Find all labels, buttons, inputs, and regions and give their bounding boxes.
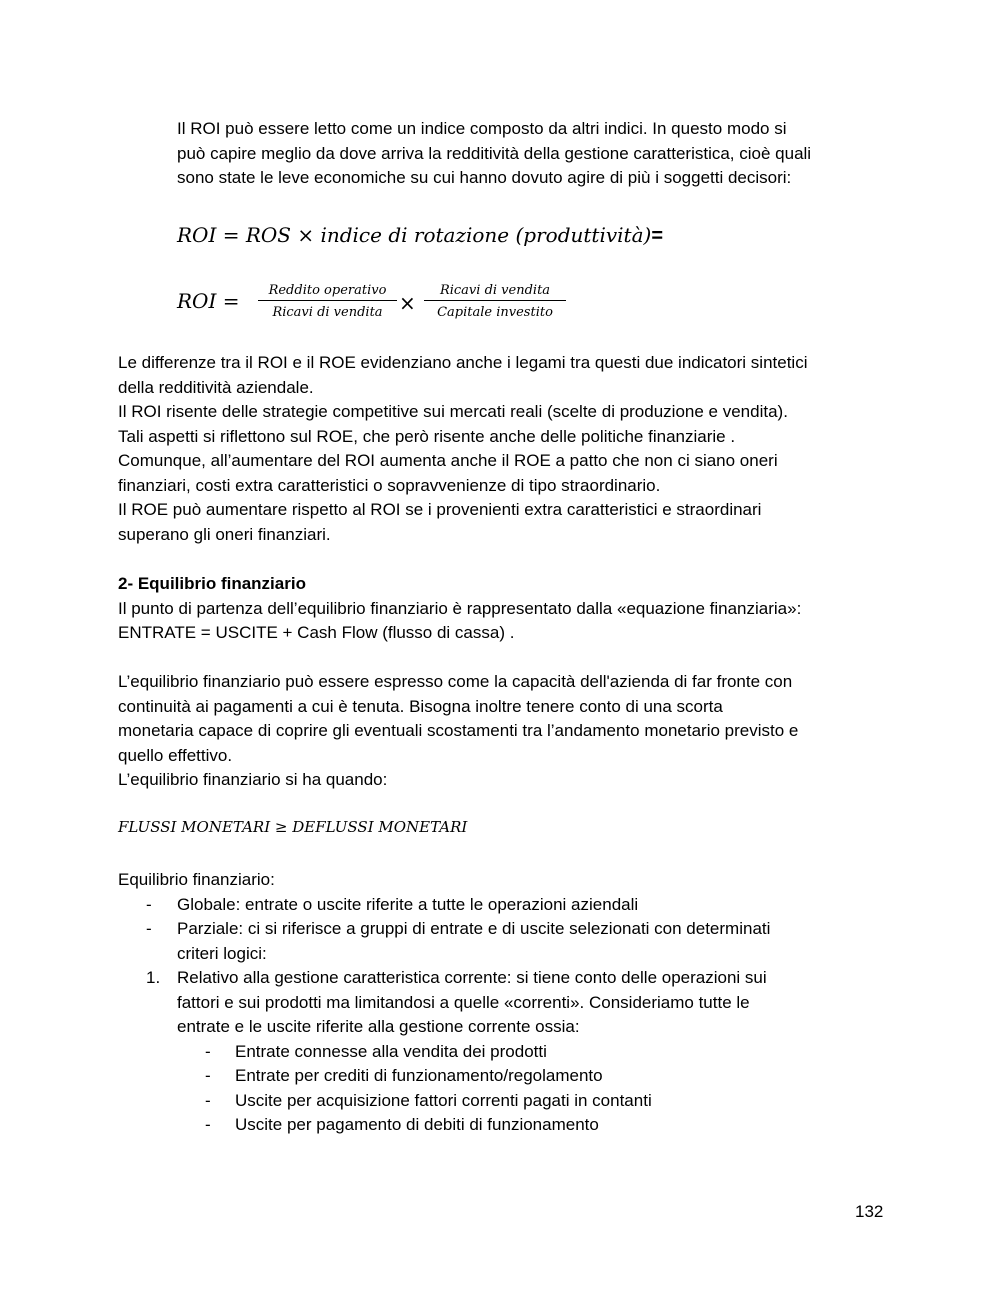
equilibrium-paragraph [118, 670, 878, 793]
fraction-2-numerator: Ricavi di vendita [424, 283, 566, 301]
list-item-text: Globale: entrate o uscite riferite a tutte le operazioni aziendali [177, 894, 639, 914]
list-marker: - [205, 1115, 211, 1134]
page-number: 132 [855, 1202, 884, 1221]
list-marker: 1. [146, 968, 161, 987]
text-line: Il ROI può essere letto come un indice composto da altri indici. In questo modo si [177, 119, 787, 138]
sub-list-item-text: Entrate connesse alla vendita dei prodotti [235, 1041, 547, 1061]
list-title: Equilibrio finanziario: [118, 870, 275, 889]
sub-list-item [118, 1040, 878, 1065]
sub-list-item-text: Uscite per pagamento di debiti di funzionamento [235, 1115, 599, 1134]
text-line: L’equilibrio finanziario si ha quando: [118, 770, 388, 789]
fraction-2 [424, 283, 566, 320]
sub-list-item [118, 1064, 878, 1089]
list-marker: - [205, 1066, 211, 1085]
sub-list-item [118, 1113, 878, 1138]
text-line: Il ROE può aumentare rispetto al ROI se i provenienti extra caratteristici e straordinari [118, 500, 762, 519]
flussi-formula: FLUSSI MONETARI ≥ DEFLUSSI MONETARI [118, 818, 468, 836]
fraction-2-denominator: Capitale investito [437, 305, 553, 320]
text-line: Comunque, all’aumentare del ROI aumenta anche il ROE a patto che non ci siano oneri [118, 451, 778, 470]
list-item-text: criteri logici: [177, 943, 267, 963]
text-line: monetaria capace di coprire gli eventuali scostamenti tra l’andamento monetario previsto e [118, 721, 799, 740]
text-line: Tali aspetti si riflettono sul ROE, che però risente anche delle politiche finanziarie . [118, 426, 736, 446]
roi-formula-1 [177, 223, 663, 248]
text-line: Il ROI risente delle strategie competitive sui mercati reali (scelte di produzione e vendita). [118, 402, 788, 421]
sub-list-item [118, 1089, 878, 1114]
list-marker: - [205, 1090, 211, 1110]
text-line: finanziari, costi extra caratteristici o sopravvenienze di tipo straordinario. [118, 475, 661, 495]
list-item-text: fattori e sui prodotti ma limitandosi a quelle «correnti». Consideriamo tutte le [177, 992, 750, 1012]
roi-formula-1-equals: = [651, 225, 664, 247]
sub-list-item-text: Uscite per acquisizione fattori correnti pagati in contanti [235, 1090, 652, 1110]
fraction-1-denominator: Ricavi di vendita [272, 305, 383, 320]
roi-formula-1-text: ROI = ROS × indice di rotazione (produttività) [177, 223, 652, 247]
multiply-sign: × [399, 291, 416, 315]
equilibrium-list [118, 868, 878, 1138]
text-line: L’equilibrio finanziario può essere espresso come la capacità dell'azienda di far fronte con [118, 672, 793, 691]
fraction-1-numerator: Reddito operativo [258, 283, 397, 301]
roi-formula-2-lhs: ROI = [177, 289, 240, 313]
section-equilibrio-finanziario [118, 572, 878, 646]
text-line: continuità ai pagamenti a cui è tenuta. Bisogna inoltre tenere conto di una scorta [118, 696, 723, 716]
intro-paragraph [177, 117, 880, 191]
sub-list-item-text: Entrate per crediti di funzionamento/regolamento [235, 1066, 603, 1085]
list-marker: - [146, 894, 152, 914]
list-item [118, 917, 878, 966]
text-line: ENTRATE = USCITE + Cash Flow (flusso di cassa) . [118, 623, 515, 642]
list-item [118, 966, 878, 1040]
text-line: può capire meglio da dove arriva la redditività della gestione caratteristica, cioè quali [177, 143, 812, 163]
text-line: della redditività aziendale. [118, 377, 314, 397]
list-item-text: Parziale: ci si riferisce a gruppi di entrate e di uscite selezionati con determinati [177, 919, 771, 938]
list-marker: - [205, 1041, 211, 1061]
roi-roe-paragraph [118, 351, 878, 547]
list-item-text: entrate e le uscite riferite alla gestione corrente ossia: [177, 1017, 580, 1036]
text-line: Le differenze tra il ROI e il ROE evidenziano anche i legami tra questi due indicatori sintetici [118, 353, 808, 372]
text-line: quello effettivo. [118, 745, 233, 765]
text-line: sono state le leve economiche su cui hanno dovuto agire di più i soggetti decisori: [177, 168, 792, 187]
list-marker: - [146, 919, 152, 938]
fraction-1 [258, 283, 397, 320]
list-item-text: Relativo alla gestione caratteristica corrente: si tiene conto delle operazioni sui [177, 968, 767, 987]
text-line: Il punto di partenza dell’equilibrio finanziario è rappresentato dalla «equazione finanziaria»: [118, 598, 802, 618]
list-item [118, 893, 878, 918]
text-line: superano gli oneri finanziari. [118, 524, 331, 544]
section-heading: 2- Equilibrio finanziario [118, 574, 306, 593]
